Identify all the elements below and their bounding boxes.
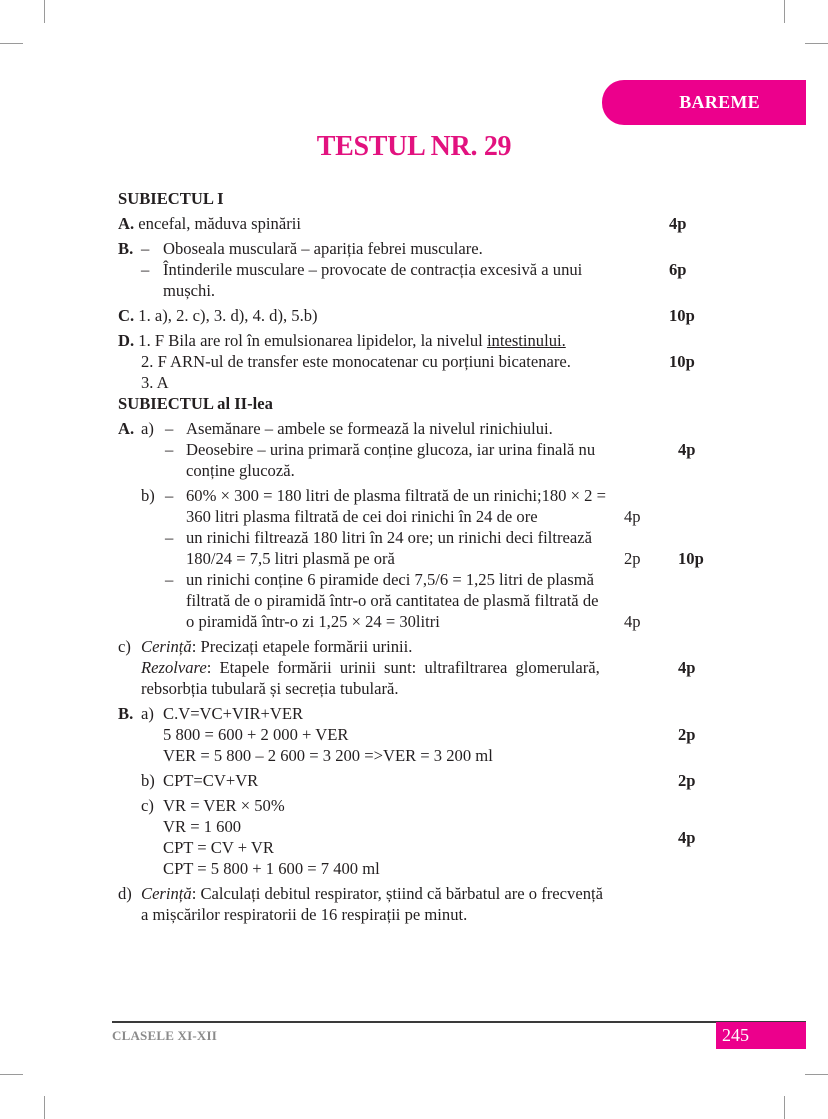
dash: – xyxy=(165,528,174,547)
item-label: B. xyxy=(118,239,134,258)
item-label: B. xyxy=(118,704,134,723)
rezolvare-text: : Etapele formării urinii sunt: ultrafiltrarea glomerulară, xyxy=(206,658,600,677)
page-number-box xyxy=(716,1022,806,1049)
page-title: TESTUL NR. 29 xyxy=(316,131,512,162)
subiect-1-heading: SUBIECTUL I xyxy=(118,189,224,208)
item-text: CPT = 5 800 + 1 600 = 7 400 ml xyxy=(163,859,380,878)
item-text: VER = 5 800 – 2 600 = 3 200 =>VER = 3 200 ml xyxy=(163,746,493,765)
crop-mark-top-right-v xyxy=(784,0,785,23)
rezolvare-label: Rezolvare xyxy=(141,658,207,677)
item-text: un rinichi filtrează 180 litri în 24 ore; un rinichi deci filtrează xyxy=(186,528,592,547)
crop-mark-top-left-v xyxy=(44,0,45,23)
s1-item-b xyxy=(118,238,718,301)
item-text: VR = VER × 50% xyxy=(163,796,285,815)
item-label: C. xyxy=(118,306,135,325)
points: 4p xyxy=(678,828,696,847)
rezolvare-text: rebsorbția tubulară și secreția tubulară. xyxy=(141,679,399,698)
item-text: mușchi. xyxy=(163,281,216,300)
dash: – xyxy=(165,486,174,505)
item-text: 2. F ARN-ul de transfer este monocatenar cu porțiuni bicatenare. xyxy=(141,352,571,371)
item-text: 1. a), 2. c), 3. d), 4. d), 5.b) xyxy=(138,306,318,325)
cerinta-text: a mișcărilor respiratorii de 16 respirații pe minut. xyxy=(141,905,468,924)
cerinta-text: : Calculați debitul respirator, știind că bărbatul are o frecvență xyxy=(191,884,603,903)
s2-item-a-b xyxy=(118,485,718,632)
dash: – xyxy=(165,440,174,459)
sub-label: c) xyxy=(141,796,154,815)
section-tab xyxy=(602,80,806,125)
crop-mark-bottom-right-v xyxy=(784,1096,785,1119)
sub-points: 2p xyxy=(624,549,641,568)
s2-item-b-a xyxy=(118,703,718,766)
item-text: Asemănare – ambele se formează la nivelul rinichiului. xyxy=(186,419,553,438)
cerinta-text: : Precizați etapele formării urinii. xyxy=(191,637,413,656)
section-tab-label: BAREME xyxy=(679,92,760,112)
item-text: Întinderile musculare – provocate de contracția excesivă a unui xyxy=(163,260,583,279)
s2-item-b-d xyxy=(118,883,718,925)
dash: – xyxy=(165,419,174,438)
sub-points: 4p xyxy=(624,507,641,526)
crop-mark-bottom-left-v xyxy=(44,1096,45,1119)
footer-grade-label: CLASELE XI-XII xyxy=(112,1028,218,1043)
dash: – xyxy=(141,239,150,258)
answer-key-content xyxy=(118,188,718,925)
points: 4p xyxy=(669,214,687,233)
s2-item-a-c xyxy=(118,636,718,699)
item-text: 360 litri plasma filtrată de cei doi rinichi în 24 de ore xyxy=(186,507,538,526)
cerinta-label: Cerință xyxy=(141,637,192,656)
points: 10p xyxy=(669,352,695,371)
s1-item-d xyxy=(118,330,718,393)
dash: – xyxy=(141,260,150,279)
s2-item-b-c xyxy=(118,795,718,879)
item-label: A. xyxy=(118,214,135,233)
sub-label: c) xyxy=(118,637,131,656)
item-label: D. xyxy=(118,331,135,350)
sub-label: d) xyxy=(118,884,132,903)
item-text: 60% × 300 = 180 litri de plasma filtrată de un rinichi;180 × 2 = xyxy=(186,486,606,505)
item-text: un rinichi conține 6 piramide deci 7,5/6 = 1,25 litri de plasmă xyxy=(186,570,594,589)
item-text: 3. A xyxy=(141,373,169,392)
dash: – xyxy=(165,570,174,589)
item-text: CPT=CV+VR xyxy=(163,771,259,790)
crop-mark-bottom-right-h xyxy=(805,1074,828,1075)
sub-label: b) xyxy=(141,771,155,790)
s2-item-a-a xyxy=(118,418,718,481)
points: 4p xyxy=(678,440,696,459)
crop-mark-top-left-h xyxy=(0,43,23,44)
item-text: 180/24 = 7,5 litri plasmă pe oră xyxy=(186,549,395,568)
points: 2p xyxy=(678,771,696,790)
page-number: 245 xyxy=(722,1025,749,1045)
points: 2p xyxy=(678,725,696,744)
item-text: VR = 1 600 xyxy=(163,817,242,836)
footer-rule xyxy=(112,1021,806,1023)
points: 10p xyxy=(669,306,695,325)
underlined-text: intestinului. xyxy=(486,331,566,350)
item-label: A. xyxy=(118,419,135,438)
sub-label: b) xyxy=(141,486,155,505)
points: 4p xyxy=(678,658,696,677)
subiect-2-heading: SUBIECTUL al II-lea xyxy=(118,394,273,413)
cerinta-label: Cerință xyxy=(141,884,192,903)
item-text: Oboseala musculară – apariția febrei musculare. xyxy=(163,239,483,258)
crop-mark-top-right-h xyxy=(805,43,828,44)
item-text: conține glucoză. xyxy=(186,461,295,480)
item-text: 5 800 = 600 + 2 000 + VER xyxy=(163,725,349,744)
item-text: encefal, măduva spinării xyxy=(138,214,301,233)
sub-label: a) xyxy=(141,419,154,438)
item-text: 1. F Bila are rol în emulsionarea lipidelor, la nivelul xyxy=(138,331,487,350)
sub-label: a) xyxy=(141,704,154,723)
sub-points: 4p xyxy=(624,612,641,631)
item-text: Deosebire – urina primară conține glucoza, iar urina finală nu xyxy=(186,440,596,459)
item-text: C.V=VC+VIR+VER xyxy=(163,704,304,723)
s1-item-c xyxy=(118,305,718,326)
points: 6p xyxy=(669,260,687,279)
item-text: o piramidă într-o zi 1,25 × 24 = 30litri xyxy=(186,612,440,631)
item-text: CPT = CV + VR xyxy=(163,838,274,857)
s2-item-b-b xyxy=(118,770,718,791)
points: 10p xyxy=(678,549,704,568)
crop-mark-bottom-left-h xyxy=(0,1074,23,1075)
s1-item-a xyxy=(118,213,718,234)
item-text: filtrată de o piramidă într-o oră cantitatea de plasmă filtrată de xyxy=(186,591,599,610)
